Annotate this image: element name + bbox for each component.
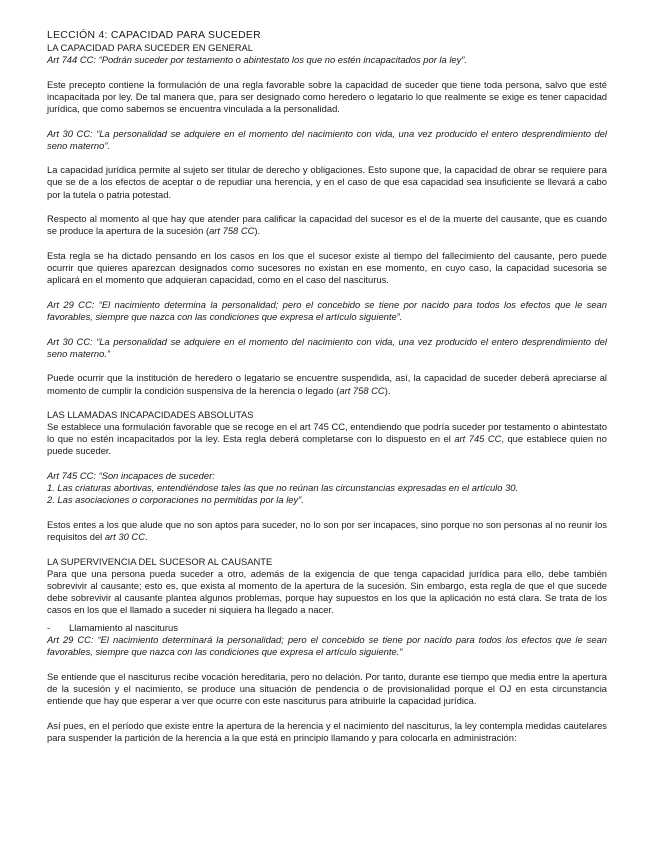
bullet-dash: - bbox=[47, 622, 51, 634]
article-reference: art 758 CC bbox=[339, 384, 385, 396]
paragraph: Puede ocurrir que la institución de heredero o legatario se encuentre suspendida, así, la capacidad de suceder deberá apreciarse al momento de cumplir la condición suspensiva de la herencia o legado (art 758 CC). bbox=[47, 372, 607, 396]
section-heading-capacidad: LA CAPACIDAD PARA SUCEDER EN GENERAL bbox=[47, 42, 253, 53]
paragraph: Respecto al momento al que hay que atender para calificar la capacidad del sucesor es el de la muerte del causante, que es cuando se produce la apertura de la sucesión (art 758 CC). bbox=[47, 213, 607, 237]
article-reference: art 745 CC bbox=[454, 433, 502, 445]
document-page bbox=[47, 30, 607, 744]
article-reference: art 758 CC bbox=[209, 225, 255, 237]
quote-art-29: Art 29 CC: “El nacimiento determina la personalidad; pero el concebido se tiene por nacido para todos los efectos que le sean favorables, siempre que nazca con las condiciones que expresa el artículo siguiente”. bbox=[47, 298, 607, 322]
paragraph: Esta regla se ha dictado pensando en los casos en los que el sucesor existe al tiempo del fallecimiento del causante, pero puede ocurrir que quieres aparezcan designados como sucesores no existan en ese momento, en cuyo caso, la capacidad sucesoria se aplicará en el momento que adquieran capacidad, como en el caso del nasciturus. bbox=[47, 250, 607, 286]
quote-art-745-line: Art 745 CC: “Son incapaces de suceder: bbox=[47, 470, 215, 482]
paragraph: Se entiende que el nasciturus recibe vocación hereditaria, pero no delación. Por tanto, durante ese tiempo que media entre la apertura de la sucesión y el nacimiento, se produce una situación de pendencia o de provisionalidad porque el OJ en esta circunstancia entiende que hay que esperar a ver que ocurre con este nasciturus para atribuirle la capacidad jurídica. bbox=[47, 671, 607, 707]
quote-art-745-line: 1. Las criaturas abortivas, entendiéndose tales las que no reúnan las circunstancias expresadas en el artículo 30. bbox=[47, 482, 519, 494]
quote-art-30: Art 30 CC: “La personalidad se adquiere en el momento del nacimiento con vida, una vez producido el entero desprendimiento del seno materno.” bbox=[47, 335, 607, 359]
quote-art-29: Art 29 CC: “El nacimiento determinará la personalidad; pero el concebido se tiene por nacido para todos los efectos que le sean favorables, siempre que nazca con las condiciones que expresa el artículo siguiente.” bbox=[47, 634, 607, 658]
paragraph: La capacidad jurídica permite al sujeto ser titular de derecho y obligaciones. Esto supone que, la capacidad de obrar se requiere para que se de a los efectos de aceptar o de repudiar una herencia, y en el caso de que esa capacidad sea insuficiente se llevará a cabo por la tutela o patria potestad. bbox=[47, 164, 607, 200]
lesson-title: LECCIÓN 4: CAPACIDAD PARA SUCEDER bbox=[47, 30, 261, 41]
paragraph: Se establece una formulación favorable que se recoge en el art 745 CC, entendiendo que podría suceder por testamento o abintestato lo que no estén incapacitados por la ley. Esta regla deberá completarse con lo dispuesto en el art 745 CC, que establece quien no puede suceder. bbox=[47, 421, 607, 457]
paragraph: Estos entes a los que alude que no son aptos para suceder, no lo son por ser incapaces, sino porque no son personas al no reunir los requisitos del art 30 CC. bbox=[47, 518, 607, 543]
bullet-item bbox=[47, 622, 607, 634]
bullet-label: Llamamiento al nasciturus bbox=[69, 622, 178, 634]
quote-art-745-line: 2. Las asociaciones o corporaciones no permitidas por la ley”. bbox=[47, 494, 304, 506]
article-reference: art 30 CC bbox=[104, 531, 145, 543]
quote-art-30: Art 30 CC: “La personalidad se adquiere en el momento del nacimiento con vida, una vez producido el entero desprendimiento del seno materno”. bbox=[47, 127, 607, 151]
section-heading-supervivencia: LA SUPERVIVENCIA DEL SUCESOR AL CAUSANTE bbox=[47, 555, 273, 567]
paragraph: Así pues, en el período que existe entre la apertura de la herencia y el nacimiento del nasciturus, la ley contempla medidas cautelares para suspender la partición de la herencia a la que está en principio llamando y para colocarla en administración: bbox=[47, 719, 607, 743]
section-heading-incapacidades: LAS LLAMADAS INCAPACIDADES ABSOLUTAS bbox=[47, 409, 254, 421]
paragraph: Para que una persona pueda suceder a otro, además de la exigencia de que tenga capacidad jurídica para ello, debe también sobrevivir al causante; esto es, que exista al momento de la apertura de la sucesión. Sin embargo, esta regla de que el que sucede debe sobrevivir al causante plantea algunos problemas, porque hay supuestos en los que la aplicación no está clara. Se trata de los casos en los que el llamado a suceder ni siquiera ha llegado a nacer. bbox=[47, 567, 607, 616]
paragraph: Este precepto contiene la formulación de una regla favorable sobre la capacidad de suceder que tiene toda persona, salvo que esté incapacitada por ley. De tal manera que, para ser designado como heredero o legatario lo que realmente se exige es tener capacidad jurídica, que como sabemos se encuentra vinculada a la personalidad. bbox=[47, 78, 607, 114]
quote-art-744: Art 744 CC: “Podrán suceder por testamento o abintestato los que no estén incapacitados por la ley”. bbox=[47, 54, 468, 65]
